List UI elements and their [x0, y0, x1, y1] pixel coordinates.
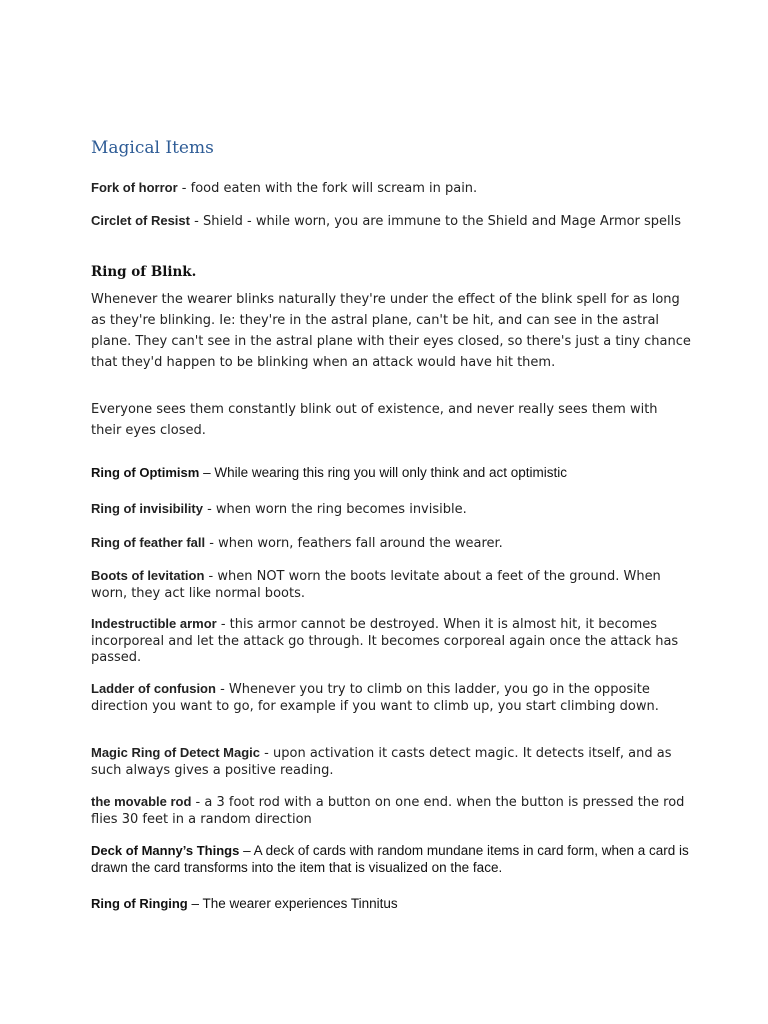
- item-description: While wearing this ring you will only think and act optimistic: [214, 465, 568, 480]
- item-name: the movable rod: [91, 794, 192, 809]
- item-description: food eaten with the fork will scream in pain.: [190, 181, 478, 196]
- item-name: Magic Ring of Detect Magic: [91, 745, 261, 760]
- item-name: Circlet of Resist: [91, 213, 190, 228]
- item-separator: -: [189, 214, 203, 229]
- item-ring-of-optimism: [91, 465, 691, 482]
- item-the-movable-rod: [91, 794, 691, 828]
- item-description: A deck of cards with random mundane items in card form, when a card is drawn the card transforms into the item that is visualized on the face.: [91, 843, 689, 875]
- item-fork-of-horror: [91, 180, 691, 198]
- item-name: Boots of levitation: [91, 568, 205, 583]
- item-ring-of-feather-fall: [91, 535, 691, 553]
- item-separator: -: [260, 746, 273, 761]
- item-separator: -: [205, 536, 219, 551]
- item-magic-ring-of-detect-magic: [91, 745, 691, 779]
- item-indestructible-armor: [91, 616, 691, 667]
- ring-of-blink-paragraph: Whenever the wearer blinks naturally they're under the effect of the blink spell for as long as they're blinking. Ie: they're in the astral plane, can't be hit, and can see in the astral plane. They can't see in the astral plane with their eyes closed, so there's just a tiny chance that they'd happen to be blinking when an attack would have hit them.: [91, 292, 691, 370]
- ring-of-blink-title: Ring of Blink.: [91, 264, 197, 280]
- item-name: Ring of invisibility: [91, 501, 203, 516]
- item-name: Ring of Ringing: [91, 896, 188, 911]
- item-separator: -: [177, 181, 191, 196]
- item-circlet-of-resist: [91, 213, 691, 231]
- item-ring-of-invisibility: [91, 501, 691, 519]
- item-description: when worn the ring becomes invisible.: [215, 502, 467, 517]
- item-name: Indestructible armor: [91, 616, 217, 631]
- item-description: a 3 foot rod with a button on one end. when the button is pressed the rod flies 30 feet in a random direction: [91, 795, 685, 827]
- item-separator: -: [215, 682, 229, 697]
- item-ring-of-ringing: [91, 896, 691, 913]
- section-heading: Magical Items: [91, 138, 214, 158]
- item-ladder-of-confusion: [91, 681, 691, 715]
- item-separator: –: [239, 843, 254, 858]
- item-name: Ring of feather fall: [91, 535, 206, 550]
- item-description: The wearer experiences Tinnitus: [202, 896, 398, 911]
- item-separator: -: [204, 569, 218, 584]
- item-name: Ladder of confusion: [91, 681, 216, 696]
- item-description: Whenever you try to climb on this ladder, you go in the opposite direction you want to go, for example if you want to climb up, you start climbing down.: [91, 682, 659, 714]
- item-name: Ring of Optimism: [91, 465, 200, 480]
- item-description: Shield - while worn, you are immune to the Shield and Mage Armor spells: [202, 214, 682, 229]
- item-separator: -: [202, 502, 216, 517]
- item-name: Fork of horror: [91, 180, 178, 195]
- item-separator: –: [199, 465, 215, 480]
- item-description: this armor cannot be destroyed. When it is almost hit, it becomes incorporeal and let the attack go through. It becomes corporeal again once the attack has passed.: [91, 617, 679, 665]
- item-boots-of-levitation: [91, 568, 691, 602]
- item-separator: -: [191, 795, 205, 810]
- item-description: when worn, feathers fall around the wearer.: [218, 536, 503, 551]
- ring-of-blink-paragraph: Everyone sees them constantly blink out of existence, and never really sees them with their eyes closed.: [91, 402, 658, 438]
- item-separator: -: [216, 617, 230, 632]
- item-deck-of-mannys-things: [91, 843, 691, 876]
- item-name: Deck of Manny’s Things: [91, 843, 240, 858]
- item-separator: –: [187, 896, 203, 911]
- item-description: when NOT worn the boots levitate about a feet of the ground. When worn, they act like normal boots.: [91, 569, 661, 601]
- item-description: upon activation it casts detect magic. It detects itself, and as such always gives a positive reading.: [91, 746, 672, 778]
